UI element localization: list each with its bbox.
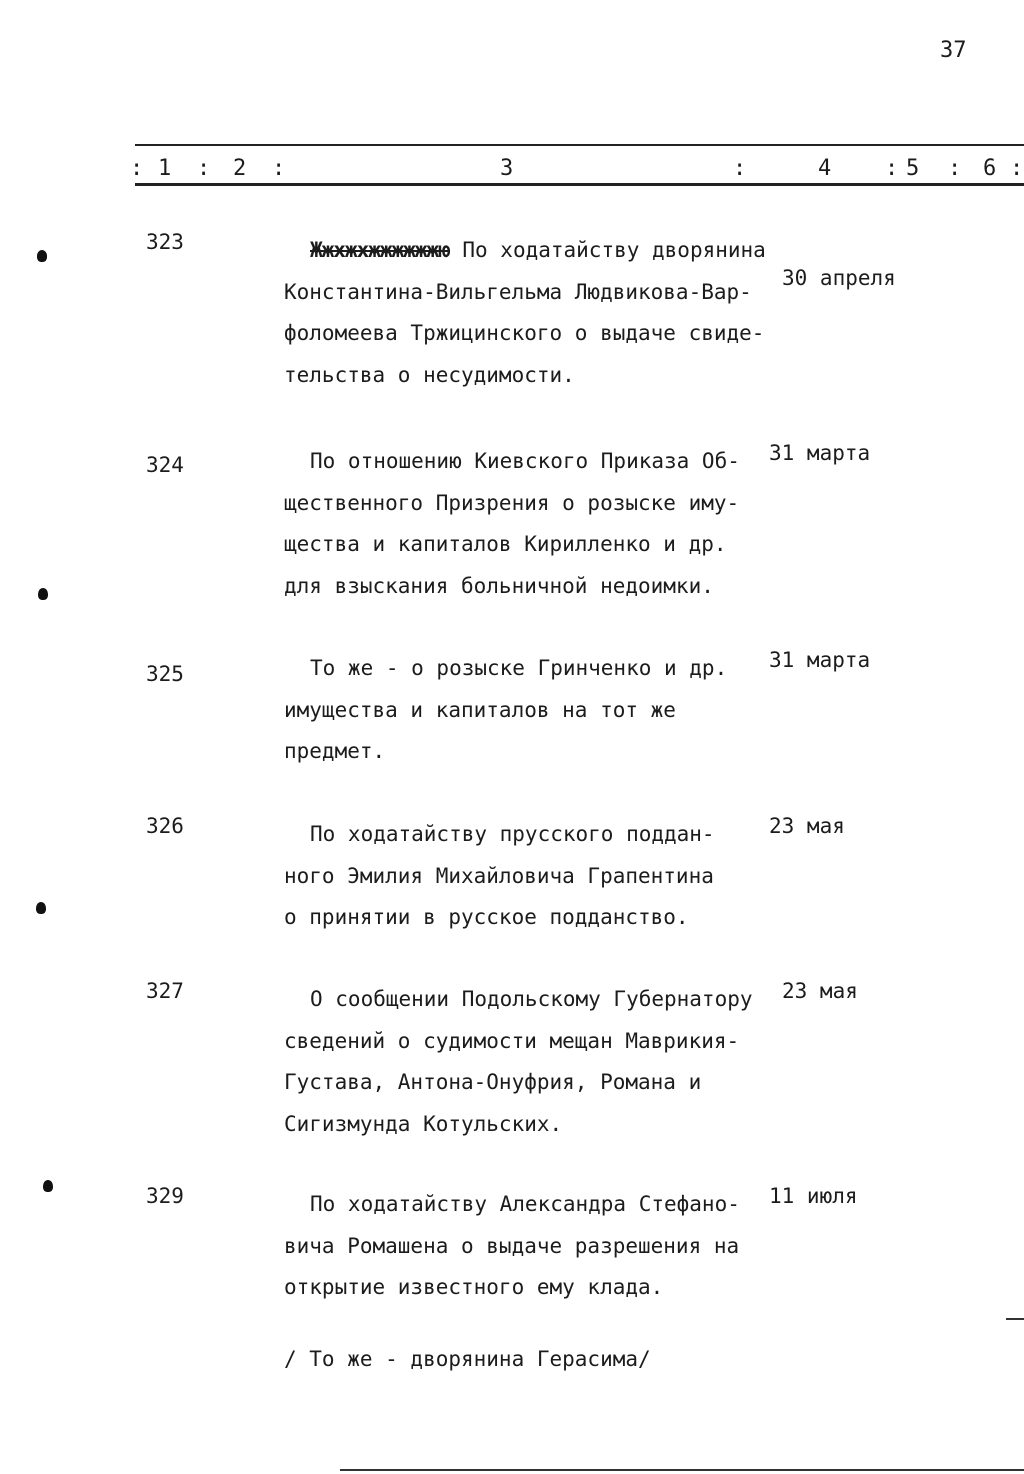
- entry-number: 329: [146, 1184, 184, 1208]
- entry-number: 327: [146, 979, 184, 1003]
- entry-line: имущества и капиталов на тот же: [284, 697, 676, 722]
- entry-date: 11 июля: [769, 1184, 858, 1208]
- punch-hole-mark: [37, 250, 47, 262]
- entry-description: [284, 979, 774, 1145]
- entry-line: О сообщении Подольскому Губернатору: [310, 987, 753, 1011]
- entry-line: вича Ромашена о выдаче разрешения на: [284, 1233, 740, 1258]
- entry-line: По ходатайству прусского поддан-: [310, 822, 715, 846]
- header-col-6: 6: [983, 156, 997, 181]
- entry-line: Константина-Вильгельма Людвикова-Вар-: [284, 279, 752, 304]
- entry-line: предмет.: [284, 739, 386, 763]
- entry-date: 23 мая: [782, 979, 858, 1003]
- entry-line: ного Эмилия Михайловича Грапентина: [284, 863, 714, 888]
- entry-line: фоломеева Тржицинского о выдаче свиде-: [284, 321, 765, 345]
- punch-hole-mark: [43, 1180, 53, 1192]
- entry-number: 325: [146, 662, 184, 686]
- punch-hole-mark: [38, 588, 48, 600]
- entry-description: [284, 814, 774, 939]
- header-separator: :: [197, 156, 211, 181]
- entry-line: По ходатайству Александра Стефано-: [310, 1192, 740, 1216]
- page-number: 37: [940, 38, 967, 63]
- entry-description: [284, 441, 774, 607]
- entry-date: 30 апреля: [782, 266, 896, 290]
- entry-line: щественного Призрения о розыске иму-: [284, 490, 740, 515]
- entry-date: 31 марта: [769, 648, 871, 672]
- header-col-4: 4: [818, 156, 832, 181]
- header-rule-top: [135, 144, 1024, 146]
- header-separator: :: [733, 156, 747, 181]
- entry-line: тельства о несудимости.: [284, 362, 575, 387]
- entry-line: о принятии в русское подданство.: [284, 905, 689, 929]
- header-separator: :: [1010, 156, 1024, 181]
- entry-number: 324: [146, 453, 184, 477]
- entry-line: [284, 230, 774, 272]
- entry-date: 31 марта: [769, 441, 871, 465]
- header-rule-bottom: [135, 183, 1024, 186]
- punch-hole-mark: [36, 902, 46, 914]
- entry-line: сведений о судимости мещан Маврикия-: [284, 1028, 740, 1053]
- entry-line: открытие известного ему клада.: [284, 1275, 664, 1299]
- entry-description: [284, 648, 774, 773]
- entry-line: для взыскания больничной недоимки.: [284, 573, 714, 598]
- entry-description: [284, 1184, 774, 1309]
- entry-number: 326: [146, 814, 184, 838]
- entry-line: Густава, Антона-Онуфрия, Романа и: [284, 1070, 702, 1094]
- header-separator: :: [272, 156, 286, 181]
- entry-date: 23 мая: [769, 814, 845, 838]
- header-col-2: 2: [233, 156, 247, 181]
- bottom-edge-line: [340, 1469, 1024, 1471]
- entry-line-text: По ходатайству дворянина: [462, 238, 766, 262]
- header-col-1: 1: [158, 156, 172, 181]
- footer-note: / То же - дворянина Герасима/: [284, 1347, 651, 1371]
- header-separator: :: [885, 156, 899, 181]
- header-col-5: 5: [906, 156, 920, 181]
- entry-line: щества и капиталов Кирилленко и др.: [284, 532, 727, 556]
- entry-number: 323: [146, 230, 184, 254]
- edge-mark: [1006, 1318, 1024, 1320]
- header-separator: :: [130, 156, 144, 181]
- struck-out-text: Жжхжхжжжжжжю: [310, 238, 450, 262]
- header-separator: :: [948, 156, 962, 181]
- entry-description: [284, 230, 774, 396]
- header-col-3: 3: [500, 156, 514, 181]
- entry-line: Сигизмунда Котульских.: [284, 1111, 563, 1136]
- entry-line: То же - о розыске Гринченко и др.: [310, 656, 728, 680]
- entry-line: По отношению Киевского Приказа Об-: [310, 449, 740, 473]
